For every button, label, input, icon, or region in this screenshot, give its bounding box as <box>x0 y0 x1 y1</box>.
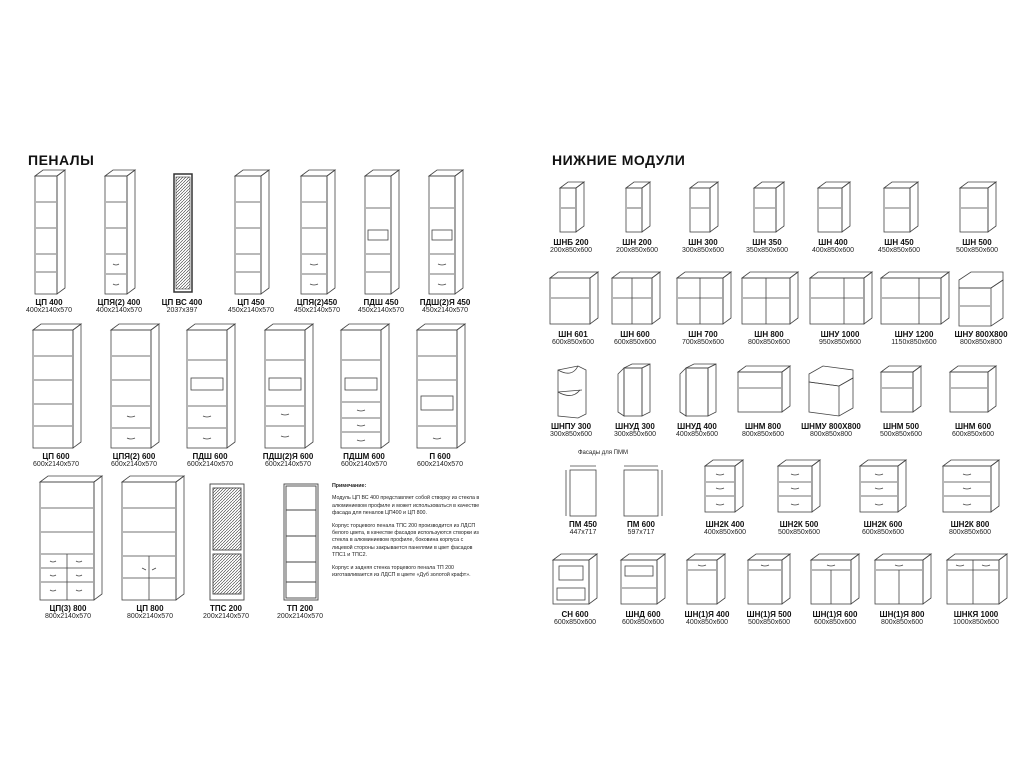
product-pdsh-600 <box>172 322 248 469</box>
product-name: ПДШ(2)Я 600 <box>262 452 314 461</box>
product-dims: 400x850x600 <box>675 431 719 438</box>
drawing-shn-450 <box>874 178 924 238</box>
product-name: ЦП 600 <box>42 452 70 461</box>
product-dims: 450x2140x570 <box>358 307 404 314</box>
product-dims: 800x850x800 <box>809 431 853 438</box>
product-dims: 300x850x600 <box>613 431 657 438</box>
product-dims: 600x850x600 <box>861 529 905 536</box>
product-dims: 500x850x600 <box>955 247 999 254</box>
product-shnm-600 <box>938 360 1008 439</box>
product-dims: 600x2140x570 <box>33 461 79 468</box>
product-shnd-600 <box>608 548 678 627</box>
product-name: ЦП 400 <box>35 298 63 307</box>
product-dims: 447x717 <box>569 529 597 536</box>
product-name: ШН(1)Я 400 <box>684 610 730 619</box>
product-name: ШНМ 800 <box>744 422 782 431</box>
product-shnm-800 <box>730 360 796 439</box>
drawing-shnm-500 <box>873 360 929 422</box>
product-shn2k-500 <box>766 454 832 537</box>
product-name: ШН2К 800 <box>950 520 990 529</box>
product-tp-200 <box>262 474 338 621</box>
product-name: ШН 600 <box>620 330 650 339</box>
product-shnu-1000 <box>802 268 878 347</box>
drawing-cp-600 <box>27 322 85 452</box>
product-name: ШНУД 300 <box>615 422 655 431</box>
product-shn2k-800 <box>932 454 1008 537</box>
product-shn2k-400 <box>692 454 758 537</box>
product-name: ПДШ 600 <box>192 452 228 461</box>
drawing-shnm-800 <box>732 360 794 422</box>
product-name: ЦПЯ(2) 400 <box>97 298 141 307</box>
product-name: ПДШ(2)Я 450 <box>419 298 471 307</box>
product-dims: 600x2140x570 <box>341 461 387 468</box>
product-shn1ya-800 <box>864 548 940 627</box>
product-dims: 600x2140x570 <box>187 461 233 468</box>
drawing-shn2k-600 <box>852 454 914 520</box>
product-p-600 <box>402 322 478 469</box>
product-name: ШН 300 <box>688 238 718 247</box>
product-pdsh2ya-450 <box>412 168 478 315</box>
note-paragraph-3: Корпус и задняя стенка торцевого пенала ТП 200 изготавливается из ЛДСП в цвете «Дуб золотой крафт». <box>332 564 471 579</box>
product-shn-300 <box>670 178 736 255</box>
product-name: ШН 500 <box>962 238 992 247</box>
product-shn2k-600 <box>848 454 918 537</box>
drawing-shn-300 <box>678 178 728 238</box>
product-name: ШНД 600 <box>625 610 661 619</box>
drawing-pdsh-600 <box>181 322 239 452</box>
product-name: ШНМ 500 <box>882 422 920 431</box>
product-dims: 700x850x600 <box>681 339 725 346</box>
product-shnpu-300 <box>538 360 604 439</box>
product-cp-450 <box>218 168 284 315</box>
product-dims: 600x2140x570 <box>111 461 157 468</box>
product-pm-600 <box>612 460 670 537</box>
drawing-shnu-800x800 <box>951 268 1011 330</box>
product-name: ПДШ 450 <box>363 298 399 307</box>
product-dims: 600x850x600 <box>613 339 657 346</box>
product-name: ШН(1)Я 600 <box>812 610 858 619</box>
product-shn-200 <box>604 178 670 255</box>
product-dims: 800x850x600 <box>741 431 785 438</box>
product-cpya2-400 <box>86 168 152 315</box>
product-dims: 200x850x600 <box>615 247 659 254</box>
drawing-shn-200 <box>612 178 662 238</box>
drawing-shn1ya-500 <box>740 548 798 610</box>
product-name: ШНУ 800X800 <box>954 330 1008 339</box>
product-dims: 800x850x600 <box>747 339 791 346</box>
product-dims: 400x850x600 <box>703 529 747 536</box>
product-dims: 200x2140x570 <box>203 613 249 620</box>
product-dims: 600x850x600 <box>621 619 665 626</box>
product-name: П 600 <box>429 452 451 461</box>
product-dims: 600x2140x570 <box>417 461 463 468</box>
product-dims: 450x2140x570 <box>228 307 274 314</box>
product-name: ТПС 200 <box>210 604 242 613</box>
product-dims: 450x850x600 <box>877 247 921 254</box>
drawing-shnud-400 <box>672 360 722 422</box>
product-cp-600 <box>18 322 94 469</box>
product-name: ШН 200 <box>622 238 652 247</box>
drawing-shn-600 <box>606 268 664 330</box>
product-name: ШН 450 <box>884 238 914 247</box>
drawing-shn-400 <box>808 178 858 238</box>
product-shnud-400 <box>664 360 730 439</box>
product-dims: 500x850x600 <box>879 431 923 438</box>
product-dims: 800x2140x570 <box>127 613 173 620</box>
product-dims: 1000x850x600 <box>953 619 999 626</box>
drawing-shn2k-500 <box>770 454 828 520</box>
product-shnu-1200 <box>874 268 954 347</box>
product-pdsh-450 <box>348 168 414 315</box>
product-name: ШНМ 600 <box>954 422 992 431</box>
drawing-cp-vs-400 <box>162 168 202 298</box>
section-title-penaly: ПЕНАЛЫ <box>28 152 95 168</box>
drawing-pdsh2ya-450 <box>423 168 467 298</box>
product-pdsh2ya-600 <box>250 322 326 469</box>
product-name: ПМ 600 <box>627 520 655 529</box>
drawing-tps-200 <box>196 474 256 604</box>
product-name: СН 600 <box>561 610 589 619</box>
drawing-shn-350 <box>742 178 792 238</box>
drawing-shn-500 <box>952 178 1002 238</box>
product-dims: 600x2140x570 <box>265 461 311 468</box>
drawing-sn-600 <box>545 548 605 610</box>
product-shnm-500 <box>868 360 934 439</box>
product-shnkya-1000 <box>936 548 1016 627</box>
product-dims: 800x850x600 <box>948 529 992 536</box>
product-name: ЦП 800 <box>136 604 164 613</box>
product-dims: 950x850x600 <box>818 339 862 346</box>
product-dims: 400x2140x570 <box>26 307 72 314</box>
product-dims: 800x850x600 <box>880 619 924 626</box>
product-shn1ya-400 <box>674 548 740 627</box>
drawing-shnpu-300 <box>546 360 596 422</box>
product-name: ЦП 450 <box>237 298 265 307</box>
product-shn-450 <box>866 178 932 255</box>
product-dims: 300x850x600 <box>549 431 593 438</box>
facade-section-title: Фасады для ПММ <box>578 450 628 456</box>
product-shnb-200 <box>538 178 604 255</box>
drawing-cp-800 <box>112 474 188 604</box>
product-dims: 500x850x600 <box>747 619 791 626</box>
product-name: ШН(1)Я 500 <box>746 610 792 619</box>
drawing-shn1ya-800 <box>867 548 937 610</box>
product-cpya2-600 <box>96 322 172 469</box>
drawing-pdsh-450 <box>359 168 403 298</box>
product-shn-800 <box>734 268 804 347</box>
product-dims: 300x850x600 <box>681 247 725 254</box>
product-dims: 800x850x800 <box>959 339 1003 346</box>
product-shnmu-800x800 <box>796 360 866 439</box>
drawing-cpya2-450 <box>295 168 339 298</box>
drawing-cp-400 <box>29 168 69 298</box>
drawing-shn1ya-400 <box>679 548 735 610</box>
product-dims: 600x850x600 <box>951 431 995 438</box>
product-name: ТП 200 <box>286 604 314 613</box>
drawing-shnud-300 <box>610 360 660 422</box>
drawing-shnu-1200 <box>875 268 953 330</box>
drawing-pm-450 <box>560 460 606 520</box>
product-shn-600 <box>602 268 668 347</box>
product-name: ЦПЯ(2) 600 <box>112 452 156 461</box>
drawing-shn-800 <box>736 268 802 330</box>
product-name: ЦП(3) 800 <box>49 604 87 613</box>
product-name: ШН 800 <box>754 330 784 339</box>
product-name: ПДШМ 600 <box>343 452 385 461</box>
product-dims: 600x850x600 <box>553 619 597 626</box>
product-sn-600 <box>540 548 610 627</box>
product-shn-400 <box>800 178 866 255</box>
note-block <box>332 483 482 584</box>
note-heading: Примечание: <box>332 483 367 489</box>
product-name: ШН 601 <box>558 330 588 339</box>
product-name: ШНКЯ 1000 <box>953 610 999 619</box>
product-shn-601 <box>540 268 606 347</box>
drawing-shn1ya-600 <box>803 548 867 610</box>
product-dims: 350x850x600 <box>745 247 789 254</box>
section-title-lower-modules: НИЖНИЕ МОДУЛИ <box>552 152 686 168</box>
drawing-shn2k-800 <box>935 454 1005 520</box>
drawing-shn-700 <box>671 268 735 330</box>
drawing-shnkya-1000 <box>939 548 1013 610</box>
product-dims: 400x850x600 <box>685 619 729 626</box>
drawing-shn2k-400 <box>697 454 753 520</box>
product-dims: 200x850x600 <box>549 247 593 254</box>
product-name: ПМ 450 <box>569 520 597 529</box>
product-name: ЦПЯ(2)450 <box>296 298 338 307</box>
product-dims: 500x850x600 <box>777 529 821 536</box>
product-shn-350 <box>734 178 800 255</box>
product-dims: 597x717 <box>627 529 655 536</box>
product-cp-400 <box>16 168 82 315</box>
drawing-cp3-800 <box>30 474 106 604</box>
product-dims: 1150x850x600 <box>891 339 937 346</box>
note-paragraph-2: Корпус торцевого пенала ТПС 200 производится из ЛДСП белого цвета, в качестве фасадов используются створки из стекла в алюминиевом профиле, боковина корпуса с лицевой стороны закрывается панелями в цвет фасадов ТПС1 и ТПС2. <box>332 522 479 559</box>
product-dims: 450x2140x570 <box>294 307 340 314</box>
product-name: ШН2К 500 <box>779 520 819 529</box>
product-dims: 200x2140x570 <box>277 613 323 620</box>
drawing-tp-200 <box>270 474 330 604</box>
note-paragraph-1: Модуль ЦП ВС 400 представляет собой створку из стекла в алюминиевом профиле и может использоваться в качестве фасада для пеналов ЦП400 и ЦП 800. <box>332 495 480 517</box>
product-shn-700 <box>668 268 738 347</box>
product-name: ЦП ВС 400 <box>161 298 203 307</box>
product-shnu-800x800 <box>946 268 1016 347</box>
product-name: ШНУ 1000 <box>820 330 860 339</box>
drawing-cp-450 <box>229 168 273 298</box>
product-shn1ya-600 <box>800 548 870 627</box>
product-dims: 2037x397 <box>166 307 198 314</box>
product-dims: 450x2140x570 <box>422 307 468 314</box>
product-name: ШН2К 400 <box>705 520 745 529</box>
product-dims: 400x850x600 <box>811 247 855 254</box>
product-pm-450 <box>554 460 612 537</box>
drawing-shnb-200 <box>546 178 596 238</box>
drawing-pdsh2ya-600 <box>259 322 317 452</box>
product-dims: 600x850x600 <box>551 339 595 346</box>
product-dims: 800x2140x570 <box>45 613 91 620</box>
product-name: ШНУ 1200 <box>894 330 934 339</box>
drawing-p-600 <box>411 322 469 452</box>
product-cp-vs-400 <box>152 168 212 315</box>
product-pdshm-600 <box>326 322 402 469</box>
drawing-pdshm-600 <box>335 322 393 452</box>
product-name: ШН 350 <box>752 238 782 247</box>
drawing-cpya2-600 <box>105 322 163 452</box>
product-name: ШНМУ 800X800 <box>801 422 861 431</box>
product-name: ШН(1)Я 800 <box>879 610 925 619</box>
product-name: ШН 400 <box>818 238 848 247</box>
product-dims: 600x850x600 <box>813 619 857 626</box>
product-dims: 400x2140x570 <box>96 307 142 314</box>
drawing-pm-600 <box>616 460 666 520</box>
product-name: ШНБ 200 <box>553 238 589 247</box>
product-shnud-300 <box>602 360 668 439</box>
drawing-shnmu-800x800 <box>801 360 861 422</box>
product-name: ШНПУ 300 <box>550 422 592 431</box>
drawing-shnu-1000 <box>804 268 876 330</box>
drawing-shnm-600 <box>944 360 1002 422</box>
product-cp-800 <box>100 474 200 621</box>
product-cpya2-450 <box>284 168 350 315</box>
product-name: ШН2К 600 <box>863 520 903 529</box>
drawing-cpya2-400 <box>99 168 139 298</box>
drawing-shn-601 <box>544 268 602 330</box>
product-shn1ya-500 <box>736 548 802 627</box>
product-name: ШНУД 400 <box>677 422 717 431</box>
product-tps-200 <box>188 474 264 621</box>
drawing-shnd-600 <box>613 548 673 610</box>
product-shn-500 <box>944 178 1010 255</box>
product-name: ШН 700 <box>688 330 718 339</box>
